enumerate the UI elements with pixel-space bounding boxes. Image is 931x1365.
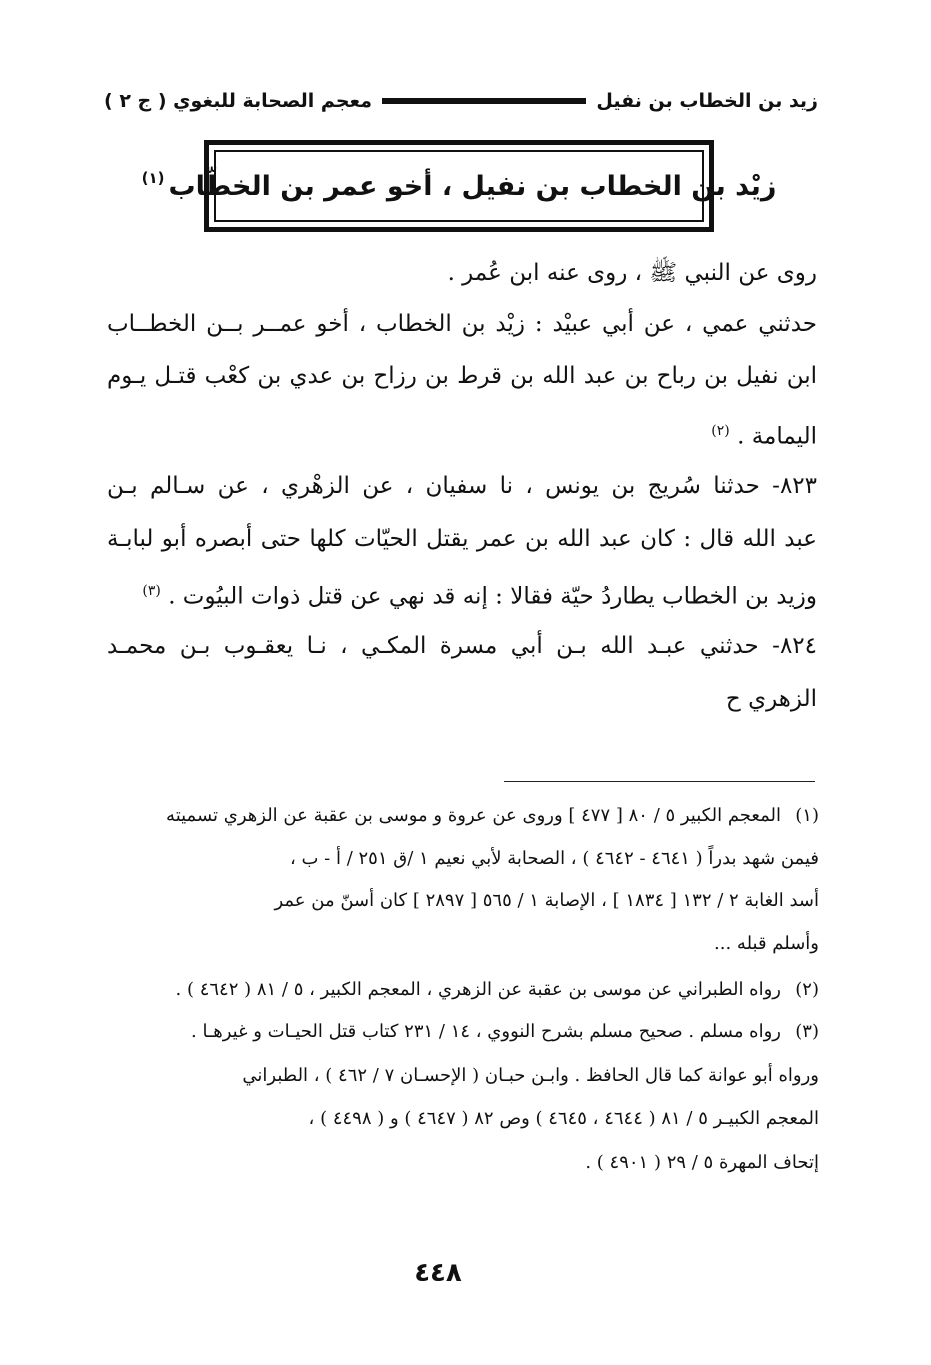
footnote-1-line-2: فيمن شهد بدراً ( ٤٦٤١ - ٤٦٤٢ ) ، الصحابة لأبي نعيم ١ /ق ٢٥١ / أ - ب ، <box>289 848 819 869</box>
footnote-1-line-3: أسد الغابة ٢ / ١٣٢ [ ١٨٣٤ ] ، الإصابة ١ / ٥٦٥ [ ٢٨٩٧ ] كان أسنّ من عمر <box>274 890 819 911</box>
footnote-1-line-1: المعجم الكبير ٥ / ٨٠ [ ٤٧٧ ] وروى عن عروة و موسى بن عقبة عن الزهري تسميته <box>166 805 781 826</box>
entry-title: زيْد بن الخطاب بن نفيل ، أخو عمر بن الخطّاب <box>168 170 777 202</box>
footnote-ref-3: (٣) <box>142 583 161 599</box>
body-line-5: ٨٢٣- حدثنا سُريج بن يونس ، نا سفيان ، عن الزهْري ، عن سـالم بـن <box>107 473 818 499</box>
footnote-1 <box>107 801 819 831</box>
entry-title-footnote-ref: (١) <box>141 169 165 187</box>
body-line-7-text: وزيد بن الخطاب يطاردُ حيّة فقالا : إنه قد نهي عن قتل ذوات البيُوت . <box>168 583 817 610</box>
footnote-3-line-1: رواه مسلم . صحيح مسلم بشرح النووي ، ١٤ / ٢٣١ كتاب قتل الحيـات و غيرهـا . <box>191 1021 781 1042</box>
header-book-title: معجم الصحابة للبغوي ( ج ٢ ) <box>104 90 373 112</box>
body-line-4-text: اليمامة . <box>737 423 817 450</box>
body-line-6: عبد الله قال : كان عبد الله بن عمر يقتل الحيّات كلها حتى أبصره أبو لبابـة <box>107 526 817 552</box>
footnote-3-line-4: إتحاف المهرة ٥ / ٢٩ ( ٤٩٠١ ) . <box>585 1152 819 1173</box>
footnote-2-number: (٢) <box>795 979 819 1000</box>
footnote-1-line-4: وأسلم قبله ... <box>714 933 819 954</box>
page-number: ٤٤٨ <box>414 1258 462 1288</box>
body-line-8: ٨٢٤- حدثني عبـد الله بـن أبي مسرة المكـي ، نـا يعقـوب بـن محمـد <box>107 633 817 659</box>
footnote-separator <box>504 781 815 782</box>
body-line-4 <box>107 414 817 454</box>
footnote-1-number: (١) <box>795 805 819 826</box>
body-line-2: حدثني عمي ، عن أبي عبيْد : زيْد بن الخطاب ، أخو عمــر بــن الخطــاب <box>107 311 817 337</box>
body-line-1: روى عن النبي ﷺ ، روى عنه ابن عُمر . <box>447 260 817 286</box>
body-line-7 <box>107 574 817 614</box>
body-line-3: ابن نفيل بن رباح بن عبد الله بن قرط بن رزاح بن عدي بن كعْب قتـل يـوم <box>107 363 817 389</box>
entry-title-box <box>141 140 777 232</box>
footnote-3-number: (٣) <box>795 1021 819 1042</box>
footnote-3-line-3: المعجم الكبيـر ٥ / ٨١ ( ٤٦٤٤ ، ٤٦٤٥ ) وص ٨٢ ( ٤٦٤٧ ) و ( ٤٤٩٨ ) ، <box>308 1108 819 1129</box>
footnote-3-line-2: ورواه أبو عوانة كما قال الحافظ . وابـن حبـان ( الإحسـان ٧ / ٤٦٢ ) ، الطبراني <box>242 1065 819 1086</box>
footnote-ref-2: (٢) <box>711 423 730 439</box>
body-line-9: الزهري ح <box>725 686 817 712</box>
footnote-2 <box>107 975 819 1005</box>
entry-title-inner-frame <box>141 150 777 222</box>
header-section-title: زيد بن الخطاب بن نفيل <box>596 90 818 112</box>
header-rule <box>382 98 586 104</box>
footnote-3 <box>107 1017 819 1047</box>
footnote-2-line-1: رواه الطبراني عن موسى بن عقبة عن الزهري ، المعجم الكبير ، ٥ / ٨١ ( ٤٦٤٢ ) . <box>175 979 781 1000</box>
running-header <box>104 86 818 116</box>
